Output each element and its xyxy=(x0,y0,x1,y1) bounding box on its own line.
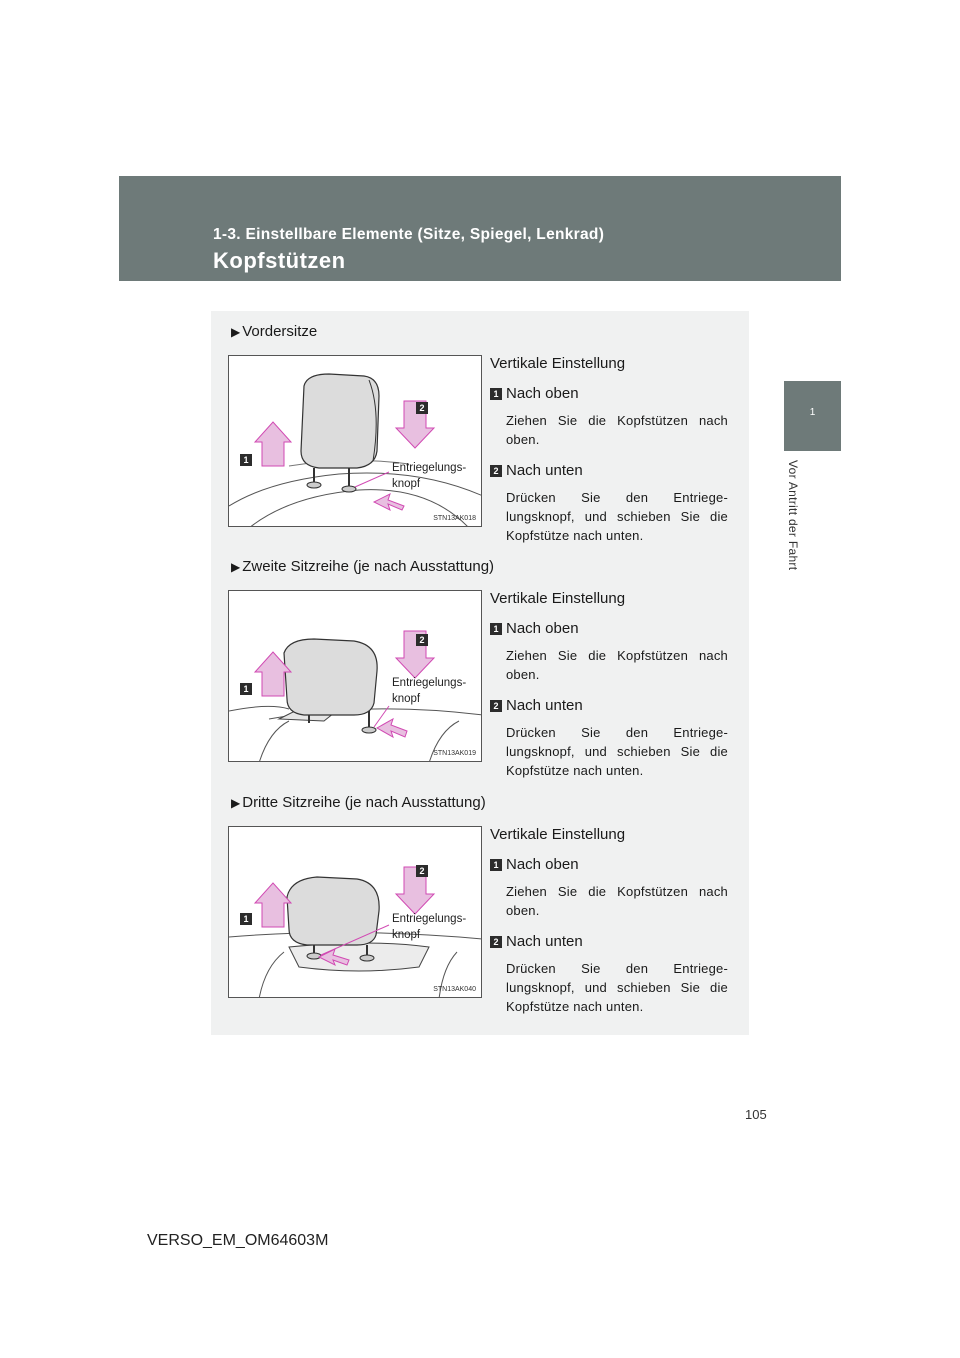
step-up: 1 Nach oben xyxy=(490,385,728,402)
step-2-badge: 2 xyxy=(416,865,428,877)
step-description: Drücken Sie den Entriege-lungsknopf, und schieben Sie die Kopfstütze nach unten. xyxy=(506,725,728,778)
step-number-badge: 2 xyxy=(490,465,502,477)
triangle-bullet-icon: ▶ xyxy=(231,560,241,574)
figure-code: STN13AK019 xyxy=(433,750,476,757)
section-heading: ▶ Dritte Sitzreihe (je nach Ausstattung) xyxy=(231,794,486,811)
page-number: 105 xyxy=(745,1107,767,1122)
section-heading: ▶ Zweite Sitzreihe (je nach Ausstattung) xyxy=(231,558,495,575)
section-text xyxy=(490,820,728,1016)
release-button-label: Entriegelungs- knopf xyxy=(392,913,467,941)
step-number-badge: 1 xyxy=(490,623,502,635)
step-number-badge: 1 xyxy=(490,388,502,400)
step-description: Drücken Sie den Entriege-lungsknopf, und schieben Sie die Kopfstütze nach unten. xyxy=(506,961,728,1014)
section-text xyxy=(490,349,728,545)
release-button-label: Entriegelungs- knopf xyxy=(392,462,467,490)
headrest-figure xyxy=(228,590,482,762)
step-description: Ziehen Sie die Kopfstützen nach oben. xyxy=(506,413,728,447)
step-up: 1 Nach oben xyxy=(490,856,728,873)
step-2-badge: 2 xyxy=(416,634,428,646)
figure-code: STN13AK018 xyxy=(433,515,476,522)
step-number-badge: 2 xyxy=(490,936,502,948)
chapter-tab xyxy=(784,381,841,451)
figure-code: STN13AK040 xyxy=(433,986,476,993)
subheading: Vertikale Einstellung xyxy=(490,355,626,372)
step-description: Ziehen Sie die Kopfstützen nach oben. xyxy=(506,648,728,682)
subheading: Vertikale Einstellung xyxy=(490,590,626,607)
release-button-label: Entriegelungs- knopf xyxy=(392,677,467,705)
step-down: 2 Nach unten xyxy=(490,933,728,950)
step-down: 2 Nach unten xyxy=(490,462,728,479)
section-text xyxy=(490,584,728,780)
chapter-title: Vor Antritt der Fahrt xyxy=(786,460,800,571)
headrest-figure xyxy=(228,826,482,998)
step-number-badge: 2 xyxy=(490,700,502,712)
step-description: Ziehen Sie die Kopfstützen nach oben. xyxy=(506,884,728,918)
step-1-badge: 1 xyxy=(240,454,252,466)
front-seat-illustration xyxy=(229,356,482,527)
content-panel xyxy=(211,311,749,1035)
subheading: Vertikale Einstellung xyxy=(490,826,626,843)
step-description: Drücken Sie den Entriege-lungsknopf, und schieben Sie die Kopfstütze nach unten. xyxy=(506,490,728,543)
page-title: Kopfstützen xyxy=(213,248,346,273)
step-2-badge: 2 xyxy=(416,402,428,414)
breadcrumb: 1-3. Einstellbare Elemente (Sitze, Spiegel, Lenkrad) xyxy=(213,226,605,243)
step-up: 1 Nach oben xyxy=(490,620,728,637)
triangle-bullet-icon: ▶ xyxy=(231,796,241,810)
chapter-number: 1 xyxy=(809,407,816,418)
step-down: 2 Nach unten xyxy=(490,697,728,714)
headrest-figure xyxy=(228,355,482,527)
section-heading: ▶ Vordersitze xyxy=(231,323,318,340)
document-code: VERSO_EM_OM64603M xyxy=(147,1232,329,1249)
chapter-header xyxy=(119,176,841,281)
step-number-badge: 1 xyxy=(490,859,502,871)
triangle-bullet-icon: ▶ xyxy=(231,325,241,339)
step-1-badge: 1 xyxy=(240,683,252,695)
step-1-badge: 1 xyxy=(240,913,252,925)
